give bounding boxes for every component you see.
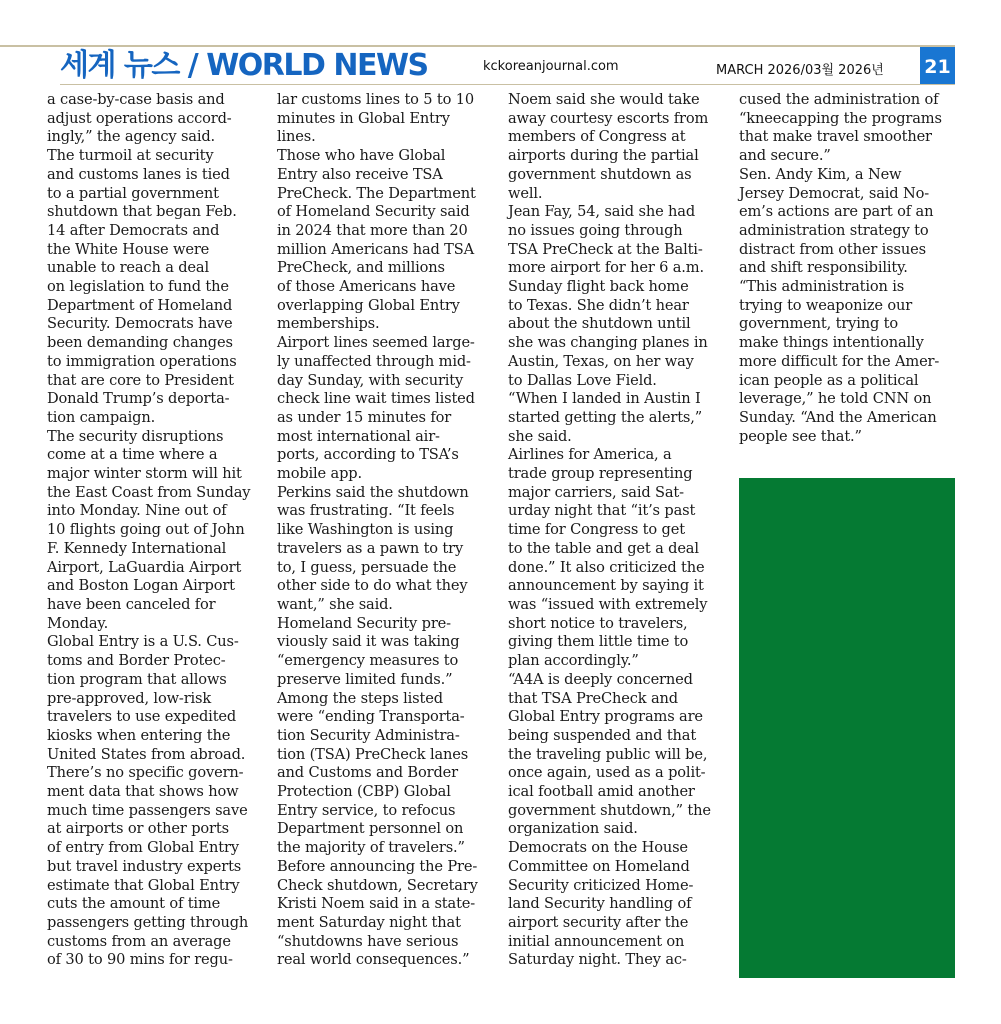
site-url: kckoreanjournal.com <box>483 59 619 74</box>
header-divider <box>60 84 955 85</box>
article-column-4: cused the administration of “kneecapping the programs that make travel smoother and secure.” Sen. Andy Kim, a New Jersey Democrat, said No- em’s actions are part of an administration strategy to distract from other issues and shift responsibility. “This administration is trying to weaponize our government, trying to make things intentionally more difficult for the Amer- ican people as a political leverage,” he told CNN on Sunday. “And the American people see that.” <box>739 91 942 445</box>
green-ad-block <box>739 478 955 978</box>
article-column-2: lar customs lines to 5 to 10 minutes in Global Entry lines. Those who have Global Entry also receive TSA PreCheck. The Department of Homeland Security said in 2024 that more than 20 million Americans had TSA PreCheck, and millions of those Americans have overlapping Global Entry memberships. Airport lines seemed large- ly unaffected through mid- day Sunday, with security check line wait times listed as under 15 minutes for most international air- ports, according to TSA’s mobile app. Perkins said the shutdown was frustrating. “It feels like Washington is using travelers as a pawn to try to, I guess, persuade the other side to do what they want,” she said. Homeland Security pre- viously said it was taking “emergency measures to preserve limited funds.” Among the steps listed were “ending Transporta- tion Security Administra- tion (TSA) PreCheck lanes and Customs and Border Protection (CBP) Global Entry service, to refocus Department personnel on the majority of travelers.” Before announcing the Pre- Check shutdown, Secretary Kristi Noem said in a state- ment Saturday night that “shutdowns have serious real world consequences.” <box>277 91 478 969</box>
page-header <box>0 47 955 85</box>
section-title: 세계 뉴스 / WORLD NEWS <box>60 48 428 83</box>
article-column-1: a case-by-case basis and adjust operations accord- ingly,” the agency said. The turmoil at security and customs lanes is tied to a partial government shutdown that began Feb. 14 after Democrats and the White House were unable to reach a deal on legislation to fund the Department of Homeland Security. Democrats have been demanding changes to immigration operations that are core to President Donald Trump’s deporta- tion campaign. The security disruptions come at a time where a major winter storm will hit the East Coast from Sunday into Monday. Nine out of 10 flights going out of John F. Kennedy International Airport, LaGuardia Airport and Boston Logan Airport have been canceled for Monday. Global Entry is a U.S. Cus- toms and Border Protec- tion program that allows pre-approved, low-risk travelers to use expedited kiosks when entering the United States from abroad. There’s no specific govern- ment data that shows how much time passengers save at airports or other ports of entry from Global Entry but travel industry experts estimate that Global Entry cuts the amount of time passengers getting through customs from an average of 30 to 90 mins for regu- <box>47 91 251 969</box>
issue-date: MARCH 2026/03월 2026년 <box>716 63 884 78</box>
article-column-3: Noem said she would take away courtesy escorts from members of Congress at airports during the partial government shutdown as well. Jean Fay, 54, said she had no issues going through TSA PreCheck at the Balti- more airport for her 6 a.m. Sunday flight back home to Texas. She didn’t hear about the shutdown until she was changing planes in Austin, Texas, on her way to Dallas Love Field. “When I landed in Austin I started getting the alerts,” she said. Airlines for America, a trade group representing major carriers, said Sat- urday night that “it’s past time for Congress to get to the table and get a deal done.” It also criticized the announcement by saying it was “issued with extremely short notice to travelers, giving them little time to plan accordingly.” “A4A is deeply concerned that TSA PreCheck and Global Entry programs are being suspended and that the traveling public will be, once again, used as a polit- ical football amid another government shutdown,” the organization said. Democrats on the House Committee on Homeland Security criticized Home- land Security handling of airport security after the initial announcement on Saturday night. They ac- <box>508 91 711 969</box>
page-number: 21 <box>920 47 955 85</box>
